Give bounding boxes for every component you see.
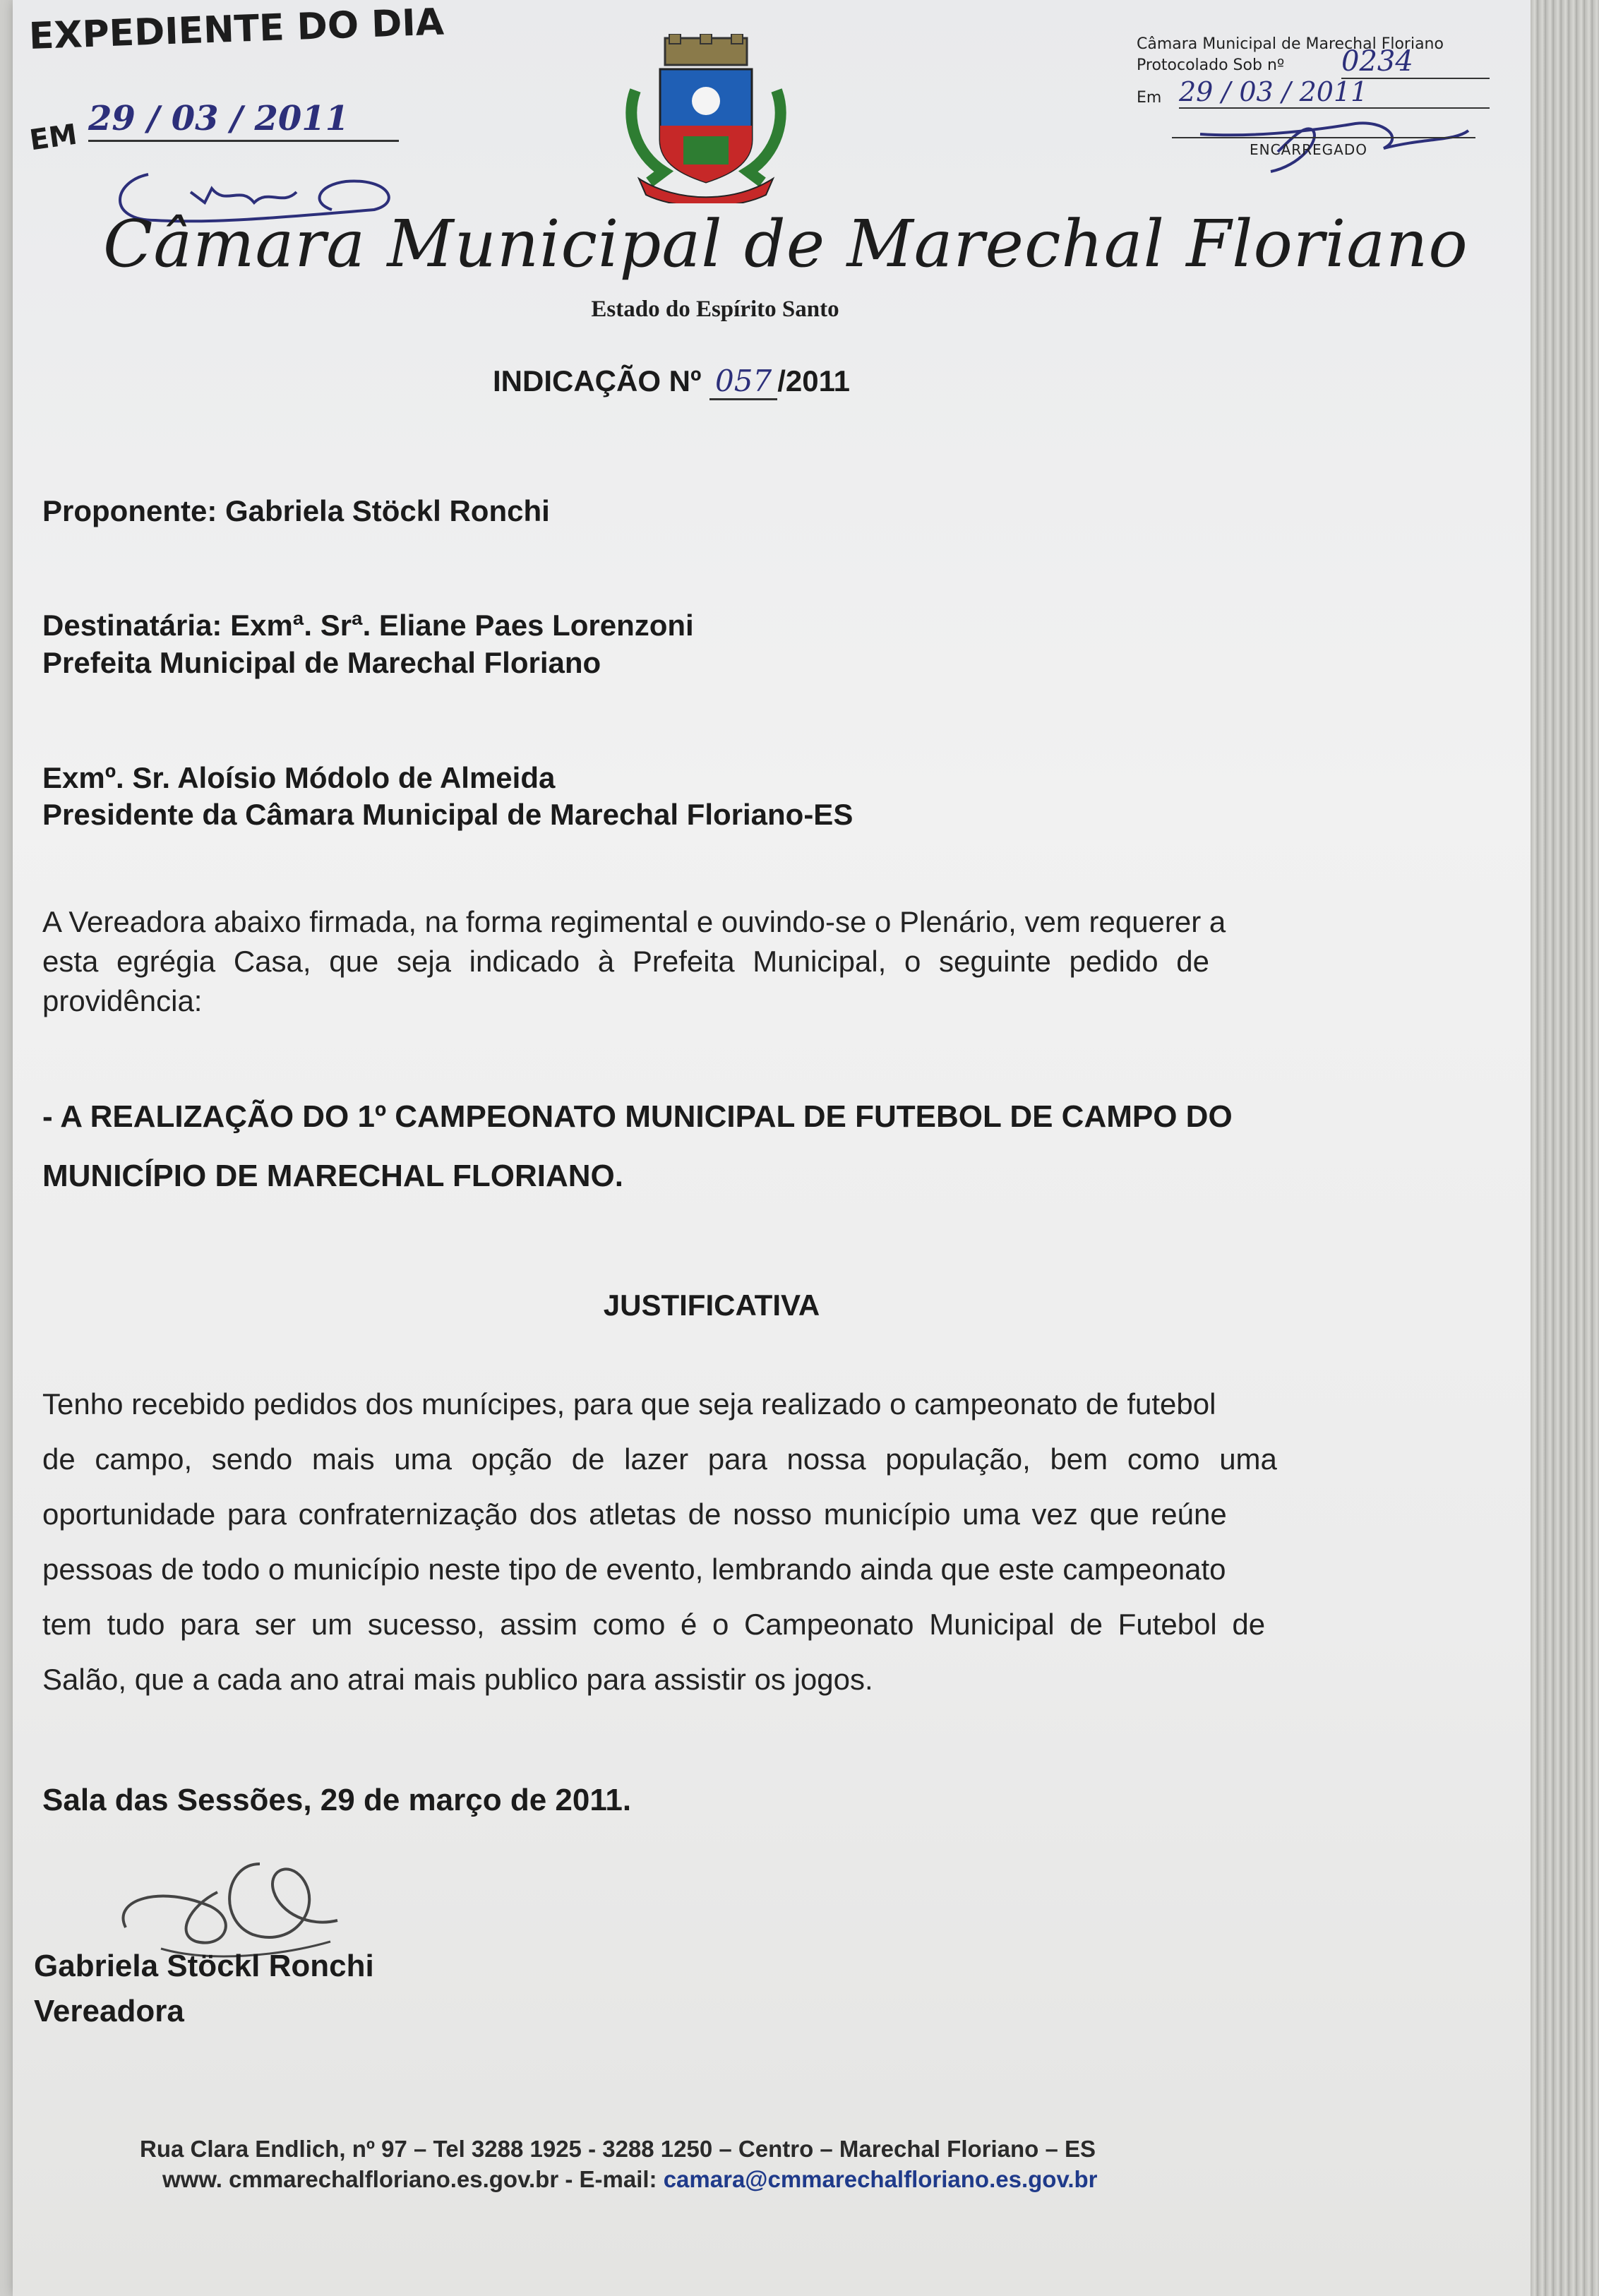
justificativa-line: tem tudo para ser um sucesso, assim como é o Campeonato Municipal de Futebol de: [42, 1608, 1266, 1641]
presidente-line-2: Presidente da Câmara Municipal de Marechal Floriano-ES: [42, 798, 854, 831]
chamber-title: Câmara Municipal de Marechal Floriano: [103, 206, 1468, 282]
protocol-date: 29 / 03 / 2011: [1179, 76, 1490, 109]
indicacao-prefix: INDICAÇÃO Nº: [493, 364, 702, 397]
expediente-stamp: [28, 1, 445, 227]
request-line: esta egrégia Casa, que seja indicado à Prefeita Municipal, o seguinte pedido de: [42, 945, 1209, 978]
footer-email-label: - E-mail:: [558, 2166, 664, 2192]
destinataria-line-1: Destinatária: Exmª. Srª. Eliane Paes Lorenzoni: [42, 609, 694, 642]
protocol-role: ENCARREGADO: [1250, 141, 1367, 158]
indicacao-handwritten-number: 057: [709, 364, 777, 400]
footer-website[interactable]: www. cmmarechalfloriano.es.gov.br: [162, 2166, 559, 2192]
request-line: providência:: [42, 984, 203, 1017]
justificativa-line: Salão, que a cada ano atrai mais publico para assistir os jogos.: [42, 1663, 873, 1696]
protocol-em-label: Em: [1137, 89, 1162, 107]
coat-of-arms-icon: [621, 34, 791, 203]
indicacao-suffix: /2011: [777, 364, 850, 397]
expediente-date: 29 / 03 / 2011: [88, 99, 399, 142]
state-subtitle: Estado do Espírito Santo: [591, 297, 839, 322]
request-line: A Vereadora abaixo firmada, na forma regimental e ouvindo-se o Plenário, vem requerer a: [42, 905, 1226, 938]
request-paragraph: [42, 902, 1398, 1021]
closing-date: Sala das Sessões, 29 de março de 2011.: [42, 1783, 632, 1817]
justificativa-heading: JUSTIFICATIVA: [603, 1288, 820, 1322]
requested-item-line: MUNICÍPIO DE MARECHAL FLORIANO.: [42, 1159, 623, 1193]
protocol-label: Protocolado Sob nº: [1137, 56, 1285, 74]
protocol-stamp: [1137, 35, 1518, 184]
justificativa-line: pessoas de todo o município neste tipo de evento, lembrando ainda que este campeonato: [42, 1553, 1226, 1586]
footer-contacts: [162, 2166, 1098, 2193]
expediente-em-label: EM: [28, 118, 80, 157]
justificativa-line: oportunidade para confraternização dos atletas de nosso município uma vez que reúne: [42, 1497, 1227, 1531]
signer-name: Gabriela Stöckl Ronchi: [34, 1949, 374, 1983]
document-page: [13, 0, 1531, 2296]
expediente-heading: EXPEDIENTE DO DIA: [28, 1, 445, 58]
footer-email-link[interactable]: camara@cmmarechalfloriano.es.gov.br: [663, 2166, 1098, 2192]
justificativa-paragraph: [42, 1377, 1419, 1707]
protocol-chamber-name: Câmara Municipal de Marechal Floriano: [1137, 35, 1444, 53]
requested-item-line: - A REALIZAÇÃO DO 1º CAMPEONATO MUNICIPAL DE FUTEBOL DE CAMPO DO: [42, 1099, 1233, 1134]
requested-item: [42, 1087, 1233, 1206]
indicacao-number: [493, 364, 850, 398]
destinataria-line-2: Prefeita Municipal de Marechal Floriano: [42, 646, 601, 679]
protocol-number: 0234: [1341, 45, 1490, 79]
proponente: Proponente: Gabriela Stöckl Ronchi: [42, 494, 550, 527]
presidente-line-1: Exmº. Sr. Aloísio Módolo de Almeida: [42, 761, 556, 794]
page-stack-edge: [1531, 0, 1599, 2296]
justificativa-line: Tenho recebido pedidos dos munícipes, para que seja realizado o campeonato de futebol: [42, 1387, 1216, 1421]
footer-address: Rua Clara Endlich, nº 97 – Tel 3288 1925 - 3288 1250 – Centro – Marechal Floriano – ES: [140, 2136, 1096, 2162]
signer-role: Vereadora: [34, 1994, 184, 2028]
justificativa-line: de campo, sendo mais uma opção de lazer para nossa população, bem como uma: [42, 1442, 1277, 1476]
